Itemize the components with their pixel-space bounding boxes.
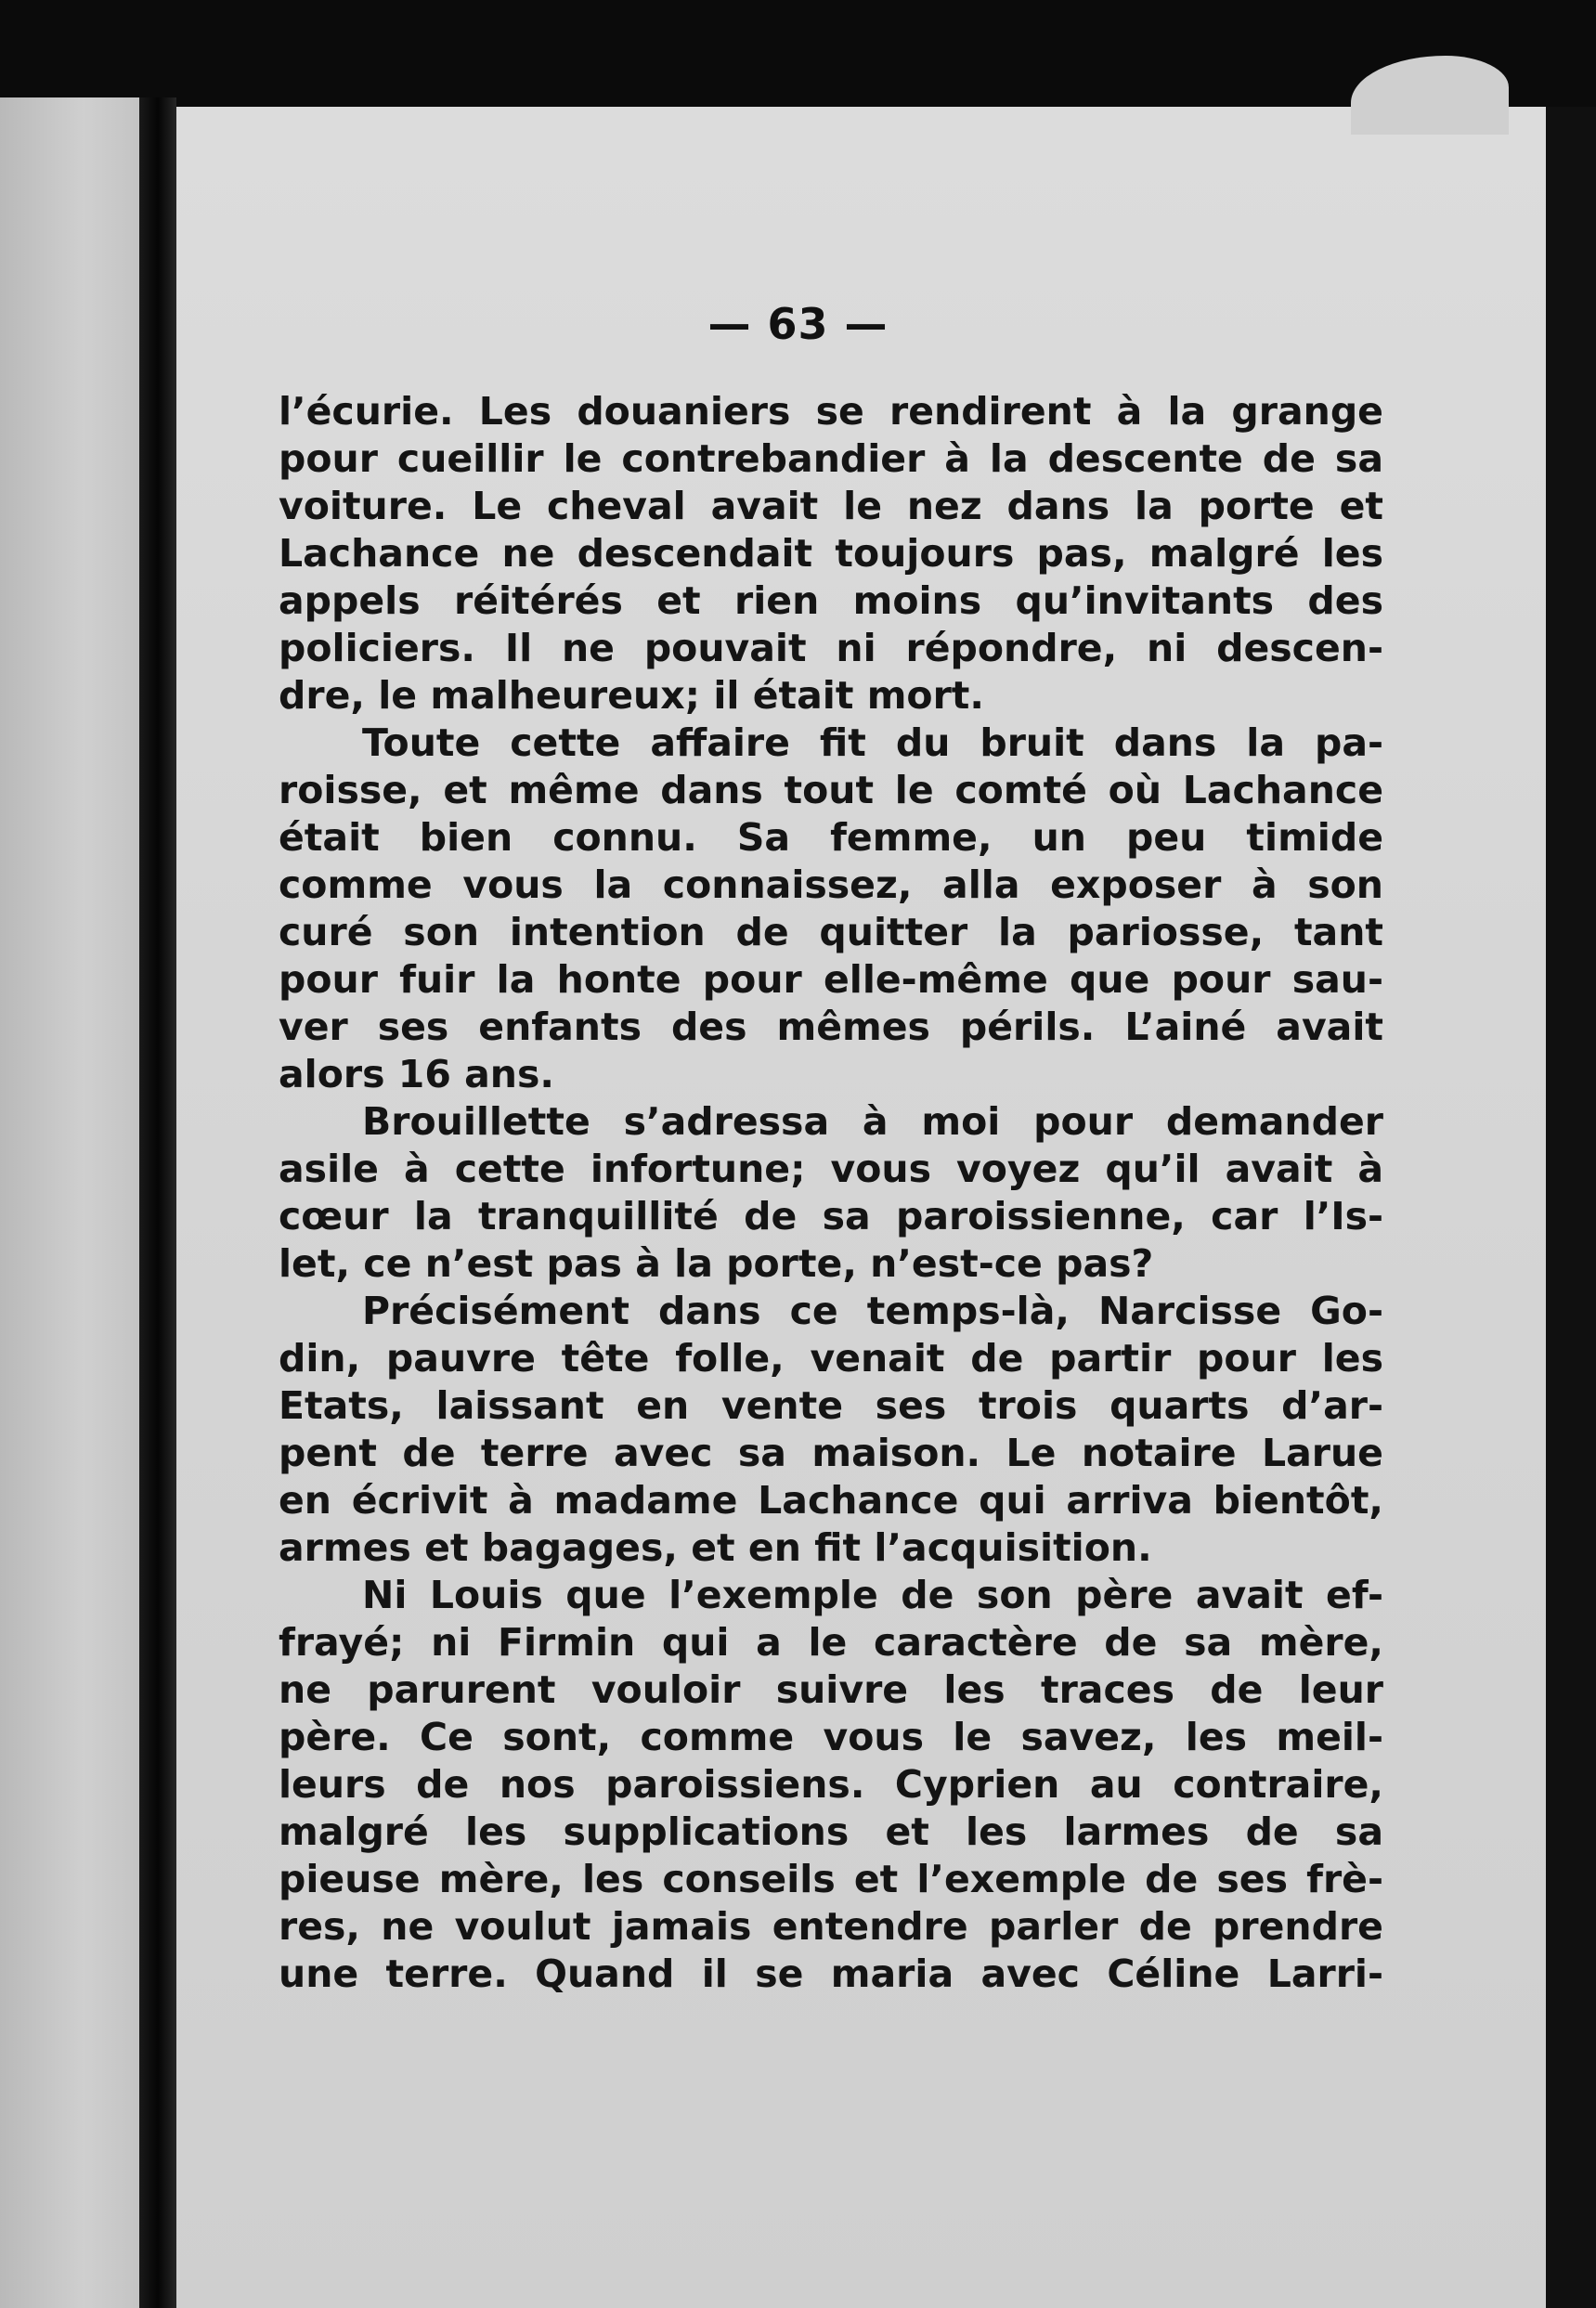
text-line: Etats, laissant en vente ses trois quarts d’ar- [279,1383,1383,1428]
text-line: était bien connu. Sa femme, un peu timide [279,815,1383,860]
text-line: let, ce n’est pas à la porte, n’est-ce pas? [279,1241,1154,1286]
text-line: Toute cette affaire fit du bruit dans la pa- [362,720,1383,765]
text-line: appels réitérés et rien moins qu’invitants des [279,578,1383,623]
text-line: curé son intention de quitter la pariosse, tant [279,910,1383,954]
right-border [1546,107,1596,2308]
text-line: pour cueillir le contrebandier à la descente de sa [279,436,1383,481]
text-line: ver ses enfants des mêmes périls. L’ainé avait [279,1005,1383,1049]
book-gutter [139,97,176,2308]
text-line: l’écurie. Les douaniers se rendirent à la grange [279,389,1383,434]
text-line: comme vous la connaissez, alla exposer à son [279,862,1383,907]
text-line: armes et bagages, et en fit l’acquisition. [279,1525,1152,1570]
text-line: policiers. Il ne pouvait ni répondre, ni descen- [279,626,1383,670]
text-line: Précisément dans ce temps-là, Narcisse Go- [362,1289,1383,1333]
text-line: din, pauvre tête folle, venait de partir pour les [279,1336,1383,1381]
text-line: res, ne voulut jamais entendre parler de prendre [279,1904,1383,1949]
text-line: frayé; ni Firmin qui a le caractère de sa mère, [279,1620,1383,1665]
text-line: asile à cette infortune; vous voyez qu’il avait à [279,1147,1383,1191]
text-line: Lachance ne descendait toujours pas, malgré les [279,531,1383,576]
text-line: cœur la tranquillité de sa paroissienne, car l’Is- [279,1194,1383,1238]
text-line: roisse, et même dans tout le comté où Lachance [279,768,1383,812]
page-number: — 63 — [707,299,889,349]
text-line: alors 16 ans. [279,1052,554,1096]
text-line: pour fuir la honte pour elle-même que pour sau- [279,957,1383,1002]
text-line: une terre. Quand il se maria avec Céline Larri- [279,1951,1383,1996]
text-line: dre, le malheureux; il était mort. [279,673,984,718]
text-line: pent de terre avec sa maison. Le notaire Larue [279,1431,1383,1475]
text-line: ne parurent vouloir suivre les traces de leur [279,1667,1383,1712]
text-line: père. Ce sont, comme vous le savez, les meil- [279,1715,1383,1759]
facing-page-edge [0,97,139,2308]
text-line: en écrivit à madame Lachance qui arriva bientôt, [279,1478,1383,1523]
text-line: leurs de nos paroissiens. Cyprien au contraire, [279,1762,1383,1807]
page-corner [1351,56,1509,135]
text-line: Brouillette s’adressa à moi pour demander [362,1099,1383,1144]
text-line: pieuse mère, les conseils et l’exemple de ses frè- [279,1857,1383,1901]
text-line: Ni Louis que l’exemple de son père avait ef- [362,1573,1383,1617]
text-line: malgré les supplications et les larmes de sa [279,1809,1383,1854]
body-text [279,388,1383,1998]
text-line: voiture. Le cheval avait le nez dans la porte et [279,484,1383,528]
